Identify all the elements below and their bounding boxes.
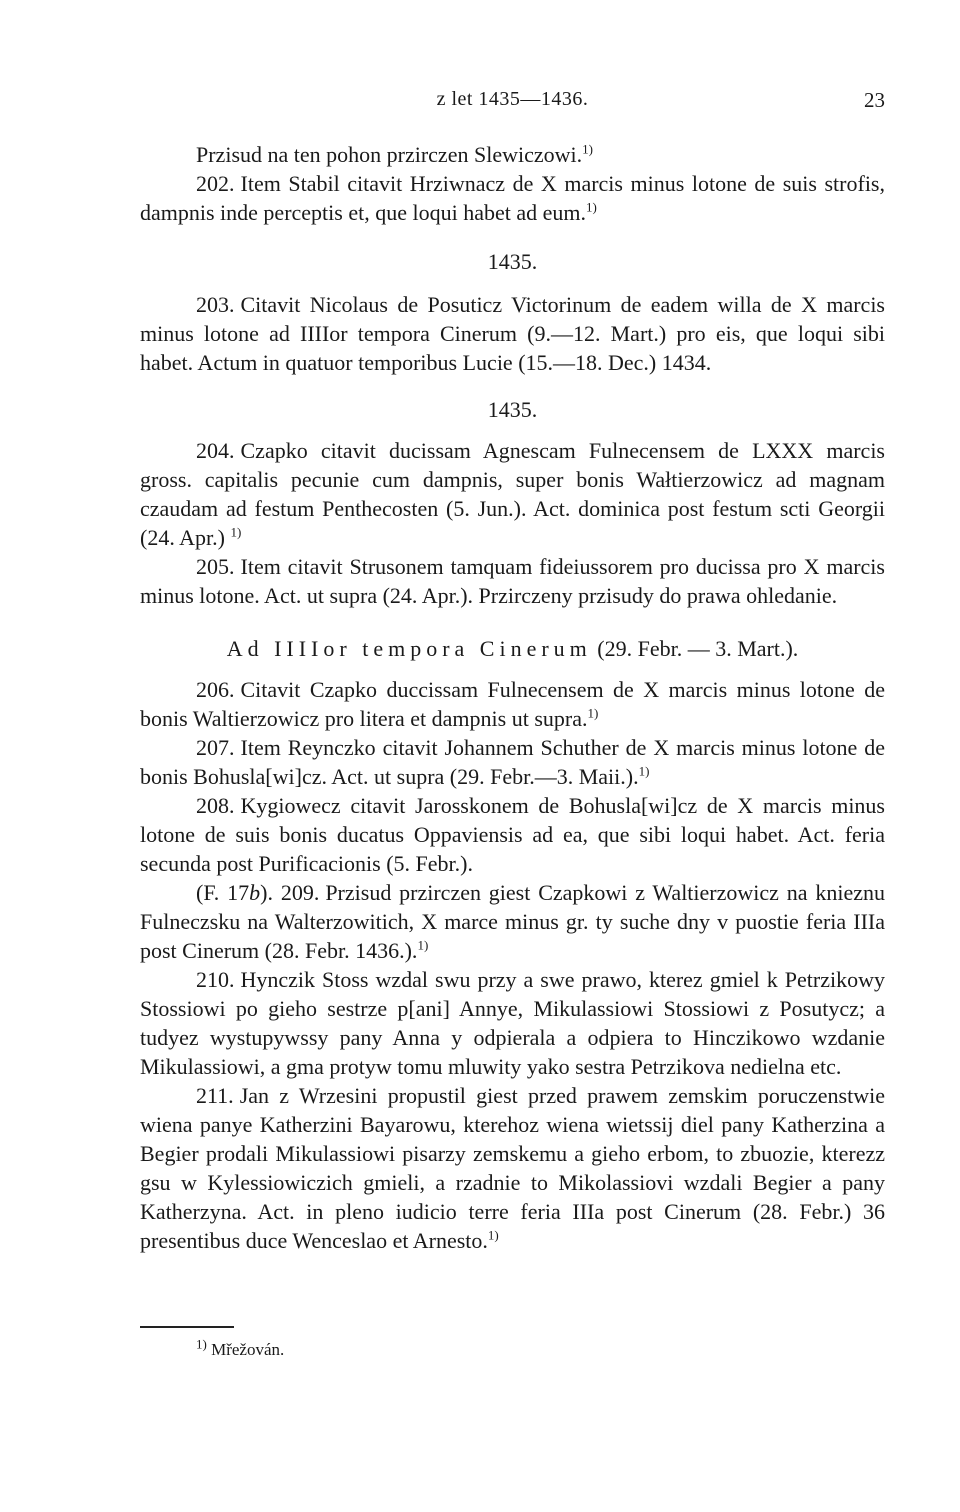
page-number: 23 (864, 88, 885, 112)
entry-text: Item citavit Strusonem tamquam fideiussorem pro ducissa pro X marcis minus lotone. Act. ut supra (24. Apr.). Przirczeny przisudy do prawa ohledanie. (140, 554, 885, 608)
entry-text: Item Stabil citavit Hrziwnacz de X marcis minus lotone de suis strofis, dampnis inde perceptis et, que loqui habet ad eum. (140, 171, 885, 225)
entry-text: Item Reynczko citavit Johannem Schuther de X marcis minus lotone de bonis Bohusla[wi]cz. Act. ut supra (29. Febr.—3. Maii.). (140, 735, 885, 789)
entry-text: Czapko citavit ducissam Agnescam Fulnecensem de LXXX marcis gross. capitalis pecunie cum dampnis, super bonis Wałtierzowicz ad magnam czaudam ad festum Penthecosten (5. Jun.). Act. dominica post festum scti Georgii (24. Apr.) (140, 438, 885, 550)
entry-202 (140, 169, 885, 227)
entry-text: Citavit Czapko duccissam Fulnecensem de X marcis minus lotone de bonis Waltierzowicz pro litera et dampnis ut supra. (140, 677, 885, 731)
entry-text: Kygiowecz citavit Jarosskonem de Bohusla[wi]cz de X marcis minus lotone de suis bonis ducatus Oppaviensis ad ea, que sibi loqui habet. Act. feria secunda post Purificacionis (5. Febr.). (140, 793, 885, 876)
entry-number: 204. (196, 438, 235, 463)
entry-210 (140, 965, 885, 1081)
entry-text: Przisud przirczen giest Czapkowi z Waltierzowicz na knieznu Fulneczsku na Walterzowitich, X marce minus gr. ty suche dny v puostie feria IIIa post Cinerum (28. Febr. 1436.). (140, 880, 885, 963)
footnote-ref: 1) (585, 199, 597, 215)
entry-206 (140, 675, 885, 733)
entry-text: Citavit Nicolaus de Posuticz Victorinum de eadem willa de X marcis minus lotone ad IIIIor tempora Cinerum (9.—12. Mart.) pro eis, que loqui sibi habet. Actum in quatuor temporibus Lucie (15.—18. Dec.) 1434. (140, 292, 885, 375)
footnote-ref: 1) (230, 524, 242, 540)
footnote-ref: 1) (487, 1227, 499, 1243)
paragraph-intro (140, 140, 885, 169)
footnote-ref: 1) (582, 141, 593, 157)
year-heading: 1435. (487, 249, 538, 274)
year-heading: 1435. (487, 397, 538, 422)
entry-number: 209. (280, 880, 320, 905)
section-title: Ad IIIIor tempora Cinerum (226, 636, 592, 661)
main-text (140, 140, 885, 1255)
paragraph-text: Przisud na ten pohon przirczen Slewiczowi. (196, 142, 583, 167)
page-header (140, 88, 885, 118)
entry-209 (140, 878, 885, 965)
footnote-text: Mřežován. (211, 1340, 285, 1359)
entry-number: 206. (196, 677, 235, 702)
footnote-rule (140, 1326, 234, 1328)
entry-number: 205. (196, 554, 235, 579)
entry-text: Jan z Wrzesini propustil giest przed prawem zemskim poruczenstwie wiena panye Katherzini Bayarowu, kterehoz wiena wietssij diel pany Katherzina a Begier prodali Mikulassiowi pisarzy zemskemu a gieho erbom, to zbuozie, kterezz gsu w Kylessiowiczich gmieli, a rzadnie to Mikolassiovi wzdali Begier a pany Katherzyna. Act. in pleno iudicio terre feria IIIa post Cinerum (28. Febr.) 36 presentibus duce Wenceslao et Arnesto. (140, 1083, 885, 1253)
footnote (196, 1336, 285, 1360)
footnote-ref: 1) (638, 763, 650, 779)
entry-number: 202. (196, 171, 235, 196)
entry-number: 208. (196, 793, 235, 818)
entry-203 (140, 290, 885, 377)
entry-207 (140, 733, 885, 791)
footnote-marker: 1) (196, 1336, 207, 1352)
entry-number: 211. (196, 1083, 234, 1108)
section-dates: (29. Febr. — 3. Mart.). (597, 636, 799, 661)
entry-208 (140, 791, 885, 878)
entry-number: 207. (196, 735, 235, 760)
entry-number: 210. (196, 967, 235, 992)
footnote-ref: 1) (417, 937, 429, 953)
entry-text: Hynczik Stoss wzdal swu przy a swe prawo, kterez gmiel k Petrzikowy Stossiowi po gieho sestrze p[ani] Annye, Mikulassiowi Stossiowi z Posutycz; a tudyez wystupywssy pany Anna y odpierala a odpiera to Hinczikowo wzdanie Mikulassiowi, a gma protyw tomu mluwity yako sestra Petrzikova nedielna etc. (140, 967, 885, 1079)
footnote-ref: 1) (587, 705, 599, 721)
section-heading (140, 634, 885, 663)
running-title: z let 1435—1436. (436, 88, 589, 110)
folio-reference: (F. 17b). (196, 880, 273, 905)
entry-205 (140, 552, 885, 610)
entry-211 (140, 1081, 885, 1255)
entry-number: 203. (196, 292, 235, 317)
entry-204 (140, 436, 885, 552)
